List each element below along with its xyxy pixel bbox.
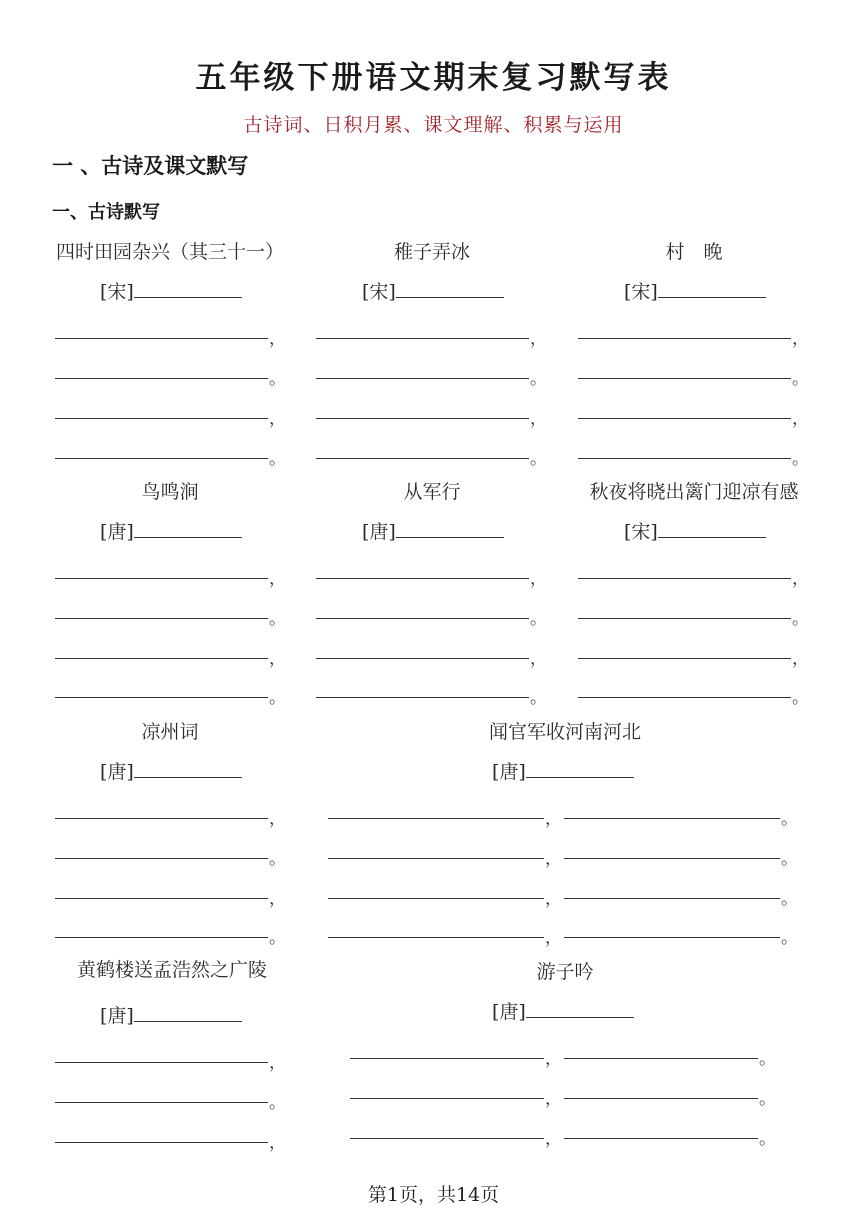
answer-line[interactable]	[55, 1062, 268, 1063]
author-blank[interactable]	[134, 759, 242, 778]
section-heading: 一 、古诗及课文默写	[52, 154, 249, 178]
comma-mark: ，	[269, 569, 286, 589]
dynasty-label: [宋]	[100, 281, 134, 303]
answer-line[interactable]	[350, 1138, 544, 1139]
comma-mark: ，	[530, 409, 547, 429]
answer-line[interactable]	[328, 898, 544, 899]
answer-line[interactable]	[316, 578, 529, 579]
author-blank[interactable]	[526, 999, 634, 1018]
period-mark: 。	[781, 928, 798, 948]
answer-line[interactable]	[55, 378, 268, 379]
period-mark: 。	[792, 449, 809, 469]
dynasty-label: [唐]	[100, 1005, 134, 1027]
poem-dynasty-author	[100, 517, 242, 544]
period-mark: 。	[759, 1049, 776, 1069]
poem-title: 凉州词	[141, 721, 199, 743]
dynasty-label: [唐]	[100, 521, 134, 543]
dynasty-label: [唐]	[492, 761, 526, 783]
answer-line[interactable]	[55, 578, 268, 579]
period-mark: 。	[269, 369, 286, 389]
period-mark: 。	[792, 688, 809, 708]
author-blank[interactable]	[658, 519, 766, 538]
comma-mark: ，	[269, 1133, 286, 1153]
period-mark: 。	[269, 928, 286, 948]
answer-line[interactable]	[55, 937, 268, 938]
author-blank[interactable]	[526, 759, 634, 778]
author-blank[interactable]	[134, 279, 242, 298]
comma-mark: ，	[792, 649, 809, 669]
comma-mark: ，	[792, 409, 809, 429]
period-mark: 。	[759, 1129, 776, 1149]
period-mark: 。	[792, 369, 809, 389]
period-mark: 。	[781, 889, 798, 909]
comma-mark: ，	[545, 809, 562, 829]
comma-mark: ，	[545, 928, 562, 948]
dynasty-label: [唐]	[100, 761, 134, 783]
poem-title: 黄鹤楼送孟浩然之广陵	[76, 959, 267, 981]
period-mark: 。	[781, 809, 798, 829]
comma-mark: ，	[545, 889, 562, 909]
comma-mark: ，	[530, 649, 547, 669]
answer-line[interactable]	[350, 1098, 544, 1099]
period-mark: 。	[269, 1093, 286, 1113]
answer-line[interactable]	[55, 898, 268, 899]
answer-line[interactable]	[55, 818, 268, 819]
answer-line[interactable]	[316, 658, 529, 659]
period-mark: 。	[530, 369, 547, 389]
dynasty-label: [宋]	[624, 521, 658, 543]
poem-dynasty-author	[362, 517, 504, 544]
poem-dynasty-author	[492, 757, 634, 784]
answer-line[interactable]	[328, 937, 544, 938]
period-mark: 。	[781, 849, 798, 869]
answer-line[interactable]	[578, 418, 791, 419]
answer-line[interactable]	[564, 937, 780, 938]
comma-mark: ，	[545, 1049, 562, 1069]
period-mark: 。	[530, 609, 547, 629]
answer-line[interactable]	[564, 1138, 758, 1139]
comma-mark: ，	[530, 329, 547, 349]
period-mark: 。	[269, 688, 286, 708]
poem-title: 从军行	[403, 481, 461, 503]
answer-line[interactable]	[578, 458, 791, 459]
answer-line[interactable]	[55, 418, 268, 419]
poem-title: 稚子弄冰	[393, 241, 470, 263]
poem-dynasty-author	[492, 997, 634, 1024]
poem-title: 四时田园杂兴（其三十一）	[55, 241, 284, 263]
answer-line[interactable]	[578, 578, 791, 579]
comma-mark: ，	[269, 889, 286, 909]
answer-line[interactable]	[328, 858, 544, 859]
page-subtitle: 古诗词、日积月累、课文理解、积累与运用	[243, 114, 624, 136]
comma-mark: ，	[792, 329, 809, 349]
author-blank[interactable]	[396, 519, 504, 538]
answer-line[interactable]	[350, 1058, 544, 1059]
answer-line[interactable]	[55, 1142, 268, 1143]
answer-line[interactable]	[55, 338, 268, 339]
comma-mark: ，	[269, 409, 286, 429]
author-blank[interactable]	[134, 519, 242, 538]
answer-line[interactable]	[564, 1098, 758, 1099]
period-mark: 。	[269, 609, 286, 629]
answer-line[interactable]	[564, 818, 780, 819]
answer-line[interactable]	[316, 697, 529, 698]
answer-line[interactable]	[564, 1058, 758, 1059]
poem-title: 村 晚	[665, 241, 723, 263]
poem-title: 鸟鸣涧	[141, 481, 199, 503]
author-blank[interactable]	[134, 1003, 242, 1022]
page-title: 五年级下册语文期末复习默写表	[195, 60, 672, 96]
poem-dynasty-author	[100, 277, 242, 304]
answer-line[interactable]	[578, 378, 791, 379]
answer-line[interactable]	[55, 618, 268, 619]
poem-dynasty-author	[362, 277, 504, 304]
poem-dynasty-author	[100, 1001, 242, 1028]
comma-mark: ，	[530, 569, 547, 589]
comma-mark: ，	[545, 849, 562, 869]
period-mark: 。	[792, 609, 809, 629]
poem-title: 游子吟	[536, 961, 594, 983]
comma-mark: ，	[545, 1089, 562, 1109]
answer-line[interactable]	[316, 378, 529, 379]
period-mark: 。	[530, 688, 547, 708]
answer-line[interactable]	[564, 898, 780, 899]
answer-line[interactable]	[55, 858, 268, 859]
answer-line[interactable]	[564, 858, 780, 859]
answer-line[interactable]	[55, 1102, 268, 1103]
answer-line[interactable]	[316, 618, 529, 619]
comma-mark: ，	[269, 809, 286, 829]
answer-line[interactable]	[578, 697, 791, 698]
answer-line[interactable]	[55, 697, 268, 698]
comma-mark: ，	[269, 649, 286, 669]
answer-line[interactable]	[316, 418, 529, 419]
answer-line[interactable]	[578, 338, 791, 339]
comma-mark: ，	[792, 569, 809, 589]
period-mark: 。	[759, 1089, 776, 1109]
poem-dynasty-author	[624, 517, 766, 544]
period-mark: 。	[269, 449, 286, 469]
dynasty-label: [宋]	[362, 281, 396, 303]
answer-line[interactable]	[578, 658, 791, 659]
dynasty-label: [宋]	[624, 281, 658, 303]
poem-title: 闻官军收河南河北	[488, 721, 641, 743]
page-number: 第1页，共14页	[367, 1184, 500, 1206]
subsection-heading: 一、古诗默写	[52, 202, 160, 223]
comma-mark: ，	[269, 1053, 286, 1073]
answer-line[interactable]	[316, 338, 529, 339]
period-mark: 。	[269, 849, 286, 869]
poem-dynasty-author	[100, 757, 242, 784]
poem-title: 秋夜将晓出篱门迎凉有感	[589, 481, 799, 503]
comma-mark: ，	[269, 329, 286, 349]
answer-line[interactable]	[578, 618, 791, 619]
answer-line[interactable]	[316, 458, 529, 459]
answer-line[interactable]	[55, 458, 268, 459]
poem-dynasty-author	[624, 277, 766, 304]
comma-mark: ，	[545, 1129, 562, 1149]
answer-line[interactable]	[55, 658, 268, 659]
dynasty-label: [唐]	[492, 1001, 526, 1023]
author-blank[interactable]	[396, 279, 504, 298]
dynasty-label: [唐]	[362, 521, 396, 543]
author-blank[interactable]	[658, 279, 766, 298]
period-mark: 。	[530, 449, 547, 469]
answer-line[interactable]	[328, 818, 544, 819]
